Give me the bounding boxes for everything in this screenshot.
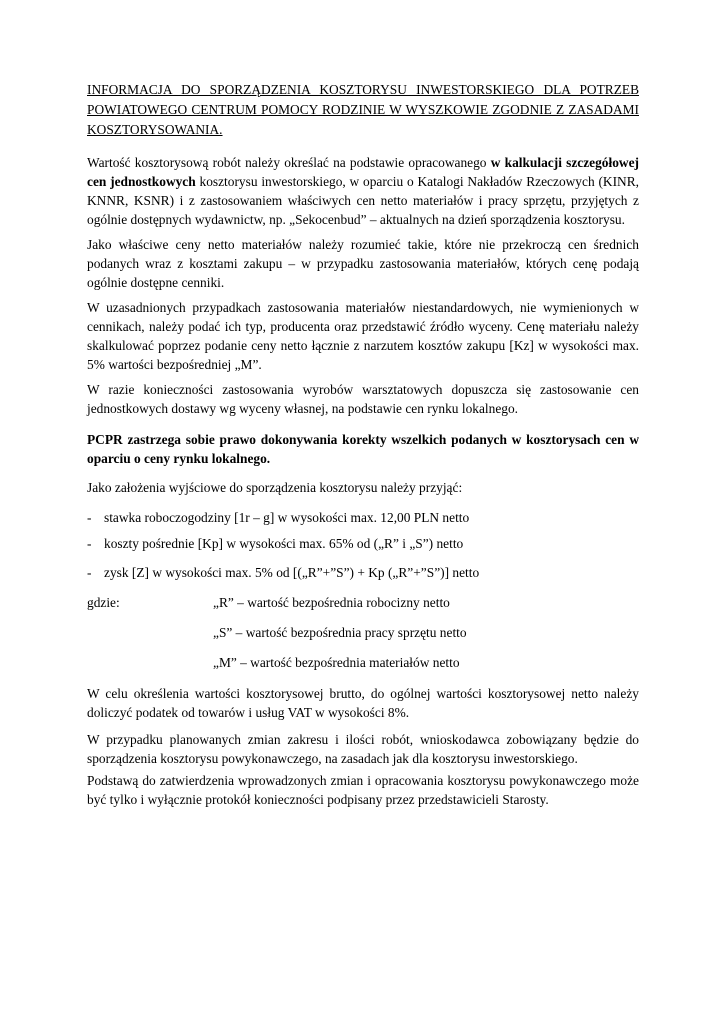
definition-item: „M” – wartość bezpośrednia materiałów netto — [213, 655, 460, 670]
paragraph-5: PCPR zastrzega sobie prawo dokonywania korekty wszelkich podanych w kosztorysach cen w oparciu o ceny rynku lokalnego. — [87, 432, 639, 466]
definition-item: „R” – wartość bezpośrednia robocizny netto — [213, 595, 450, 610]
paragraph-7: W celu określenia wartości kosztorysowej brutto, do ogólnej wartości kosztorysowej netto należy doliczyć podatek od towarów i usług VAT w wysokości 8%. — [87, 686, 639, 720]
definition-item: „S” – wartość bezpośrednia pracy sprzętu netto — [213, 625, 467, 640]
gdzie-label: gdzie: — [87, 595, 120, 610]
list-item — [87, 534, 463, 553]
paragraph-9: Podstawą do zatwierdzenia wprowadzonych zmian i opracowania kosztorysu powykonawczego może być tylko i wyłącznie protokół konieczności podpisany przez przedstawicieli Starosty. — [87, 773, 639, 807]
bullet-dash: - — [87, 510, 92, 525]
list-item-text: stawka roboczogodziny [1r – g] w wysokości max. 12,00 PLN netto — [104, 510, 470, 525]
bullet-dash: - — [87, 536, 92, 551]
paragraph-2: Jako właściwe ceny netto materiałów należy rozumieć takie, które nie przekroczą cen średnich podanych wraz z kosztami zakupu – w przypadku zastosowania materiałów, których cenę podają ogólnie dostępne cenniki. — [87, 237, 639, 290]
list-item — [87, 563, 479, 582]
list-item — [87, 508, 469, 527]
paragraph-8: W przypadku planowanych zmian zakresu i ilości robót, wnioskodawca zobowiązany będzie do sporządzenia kosztorysu powykonawczego, na zasadach jak dla kosztorysu inwestorskiego. — [87, 732, 639, 766]
paragraph-1-start: Wartość kosztorysową robót należy określać na podstawie opracowanego — [87, 155, 491, 170]
paragraph-3: W uzasadnionych przypadkach zastosowania materiałów niestandardowych, nie wymienionych w cennikach, należy podać ich typ, producenta oraz przedstawić źródło wyceny. Cenę materiału należy skalkulować poprzez podanie ceny netto łącznie z narzutem kosztów zakupu [Kz] w wysokości max. 5% wartości bezpośredniej „M”. — [87, 300, 639, 372]
list-item-text: zysk [Z] w wysokości max. 5% od [(„R”+”S”) + Kp („R”+”S”)] netto — [104, 565, 480, 580]
paragraph-1-bold: w kalkulacji szczegółowej cen jednostkowych — [87, 155, 639, 189]
bullet-dash: - — [87, 565, 92, 580]
paragraph-4: W razie konieczności zastosowania wyrobów warsztatowych dopuszcza się zastosowanie cen jednostkowych dostawy wg wyceny własnej, na podstawie cen rynku lokalnego. — [87, 382, 639, 416]
paragraph-1-end: kosztorysu inwestorskiego, w oparciu o Katalogi Nakładów Rzeczowych (KINR, KNNR, KSNR) i z zastosowaniem właściwych cen netto materiałów i pracy sprzętu, przyjętych z ogólnie dostępnych wydawnictw, np. „Sekocenbud” – aktualnych na dzień sporządzenia kosztorysu. — [87, 174, 639, 227]
list-item-text: koszty pośrednie [Kp] w wysokości max. 65% od („R” i „S”) netto — [104, 536, 464, 551]
paragraph-1 — [87, 153, 639, 229]
paragraph-6: Jako założenia wyjściowe do sporządzenia kosztorysu należy przyjąć: — [87, 480, 463, 495]
document-title: INFORMACJA DO SPORZĄDZENIA KOSZTORYSU INWESTORSKIEGO DLA POTRZEB POWIATOWEGO CENTRUM POMOCY RODZINIE W WYSZKOWIE ZGODNIE Z ZASADAMI KOSZTORYSOWANIA. — [87, 82, 639, 137]
